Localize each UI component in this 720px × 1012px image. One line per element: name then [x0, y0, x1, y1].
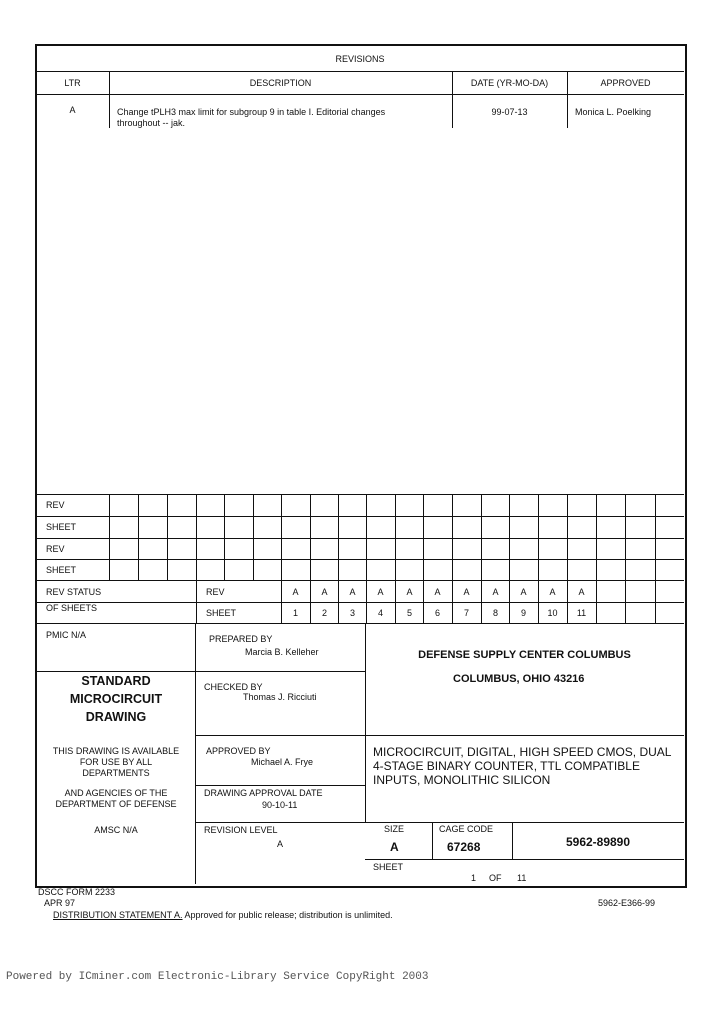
sheet-number-cell: 1	[292, 608, 298, 618]
grid-rule	[366, 494, 367, 580]
rule	[36, 623, 684, 624]
availability-line: FOR USE BY ALL	[79, 757, 153, 767]
grid-rule	[196, 602, 684, 603]
approval-date-label: DRAWING APPROVAL DATE	[204, 788, 323, 798]
rev-status-value: A	[520, 587, 527, 597]
revision-date: 99-07-13	[491, 107, 528, 117]
rev-label-3: REV	[206, 587, 225, 597]
cage-code: 67268	[447, 840, 481, 854]
cage-code-label: CAGE CODE	[439, 824, 494, 834]
sheet-number-cell: 5	[406, 608, 412, 618]
rule	[36, 71, 684, 72]
form-number: DSCC FORM 2233	[38, 887, 116, 897]
grid-rule	[253, 494, 254, 580]
drawing-title-line: DRAWING	[85, 710, 147, 724]
pmic: PMIC N/A	[46, 630, 87, 640]
sheet-number-cell: 3	[349, 608, 355, 618]
sheet-number-cell: 10	[547, 608, 558, 618]
sheet-label-3: SHEET	[206, 608, 237, 618]
drawing-number: 5962-89890	[565, 835, 631, 849]
drawing-title-line: MICROCIRCUIT	[69, 692, 163, 706]
grid-rule	[481, 494, 482, 580]
grid-rule	[655, 494, 656, 580]
sheet-number-cell: 11	[576, 608, 587, 618]
distribution-label: DISTRIBUTION STATEMENT A.	[53, 910, 183, 920]
drawing-title	[36, 672, 196, 726]
rev-status-value: A	[377, 587, 384, 597]
watermark: Powered by ICminer.com Electronic-Library Service CopyRight 2003	[6, 971, 429, 983]
grid-rule	[538, 494, 539, 580]
grid-rule	[36, 538, 684, 539]
size-label: SIZE	[384, 824, 405, 834]
rev-label-2: REV	[46, 544, 65, 554]
rev-status-value: A	[549, 587, 556, 597]
rule	[195, 735, 684, 736]
grid-rule	[567, 494, 568, 580]
approved-by-label: APPROVED BY	[206, 746, 271, 756]
grid-rule	[509, 494, 510, 580]
rev-status-value: A	[349, 587, 356, 597]
prepared-by-label: PREPARED BY	[209, 634, 273, 644]
revision-approved: Monica L. Poelking	[575, 107, 652, 117]
approved-by: Michael A. Frye	[251, 757, 314, 767]
distribution-text: Approved for public release; distribution is unlimited.	[182, 910, 393, 920]
description-header: DESCRIPTION	[249, 78, 312, 88]
rev-status-value: A	[406, 587, 413, 597]
agencies-line: DEPARTMENT OF DEFENSE	[55, 799, 177, 809]
description-line: MICROCIRCUIT, DIGITAL, HIGH SPEED CMOS, DUAL	[373, 745, 672, 759]
checked-by: Thomas J. Ricciuti	[243, 692, 317, 702]
grid-rule	[138, 494, 139, 580]
amsc: AMSC N/A	[94, 825, 138, 835]
approved-header: APPROVED	[600, 78, 651, 88]
rule	[195, 785, 366, 786]
rule	[195, 671, 366, 672]
rule	[36, 94, 684, 95]
rev-status-value: A	[292, 587, 299, 597]
grid-rule	[423, 494, 424, 580]
drawing-title-line: STANDARD	[81, 674, 151, 688]
rev-status-value: A	[434, 587, 441, 597]
sheet-number-cell: 7	[463, 608, 469, 618]
grid-rule	[596, 494, 597, 580]
grid-rule	[281, 494, 282, 580]
rev-status-value: A	[578, 587, 585, 597]
revision-description-line1: Change tPLH3 max limit for subgroup 9 in table I. Editorial changes	[117, 107, 386, 117]
ltr-header: LTR	[64, 78, 81, 88]
revision-description-line2: throughout -- jak.	[117, 118, 186, 128]
availability-line: DEPARTMENTS	[82, 768, 150, 778]
grid-rule	[167, 494, 168, 580]
grid-rule	[310, 494, 311, 580]
date-header: DATE (YR-MO-DA)	[470, 78, 549, 88]
grid-rule	[338, 494, 339, 580]
sheet-number: 1	[471, 873, 477, 883]
sheet-number-cell: 8	[492, 608, 498, 618]
of-sheets-label: OF SHEETS	[46, 603, 98, 613]
rev-status-value: A	[321, 587, 328, 597]
size-value: A	[390, 840, 399, 854]
availability-line: THIS DRAWING IS AVAILABLE	[52, 746, 180, 756]
rev-label-1: REV	[46, 500, 65, 510]
sheet-label: SHEET	[373, 862, 404, 872]
revisions-title: REVISIONS	[335, 54, 385, 64]
checked-by-label: CHECKED BY	[204, 682, 263, 692]
sheet-number-cell: 4	[377, 608, 383, 618]
doc-code: 5962-E366-99	[598, 898, 656, 908]
agency-address: COLUMBUS, OHIO 43216	[453, 673, 585, 685]
form-date: APR 97	[44, 898, 76, 908]
agency-name: DEFENSE SUPPLY CENTER COLUMBUS	[418, 649, 631, 661]
distribution-statement	[53, 910, 393, 921]
sheet-total: 11	[517, 873, 527, 883]
rev-status-label: REV STATUS	[46, 587, 102, 597]
prepared-by: Marcia B. Kelleher	[245, 647, 319, 657]
approval-date: 90-10-11	[262, 800, 298, 810]
description-line: 4-STAGE BINARY COUNTER, TTL COMPATIBLE	[373, 759, 640, 773]
grid-rule	[452, 494, 453, 580]
agencies-line: AND AGENCIES OF THE	[64, 788, 168, 798]
sheet-label-2: SHEET	[46, 565, 77, 575]
rev-status-value: A	[492, 587, 499, 597]
grid-rule	[395, 494, 396, 580]
grid-rule	[224, 494, 225, 580]
sheet-number-cell: 6	[434, 608, 440, 618]
revision-level: A	[277, 839, 284, 849]
description-line: INPUTS, MONOLITHIC SILICON	[373, 773, 551, 787]
rule	[365, 859, 684, 860]
rev-status-value: A	[463, 587, 470, 597]
revision-ltr: A	[69, 105, 76, 115]
grid-rule	[36, 494, 684, 495]
sheet-number-cell: 2	[321, 608, 327, 618]
rule	[195, 822, 684, 823]
grid-rule	[625, 494, 626, 580]
revision-level-label: REVISION LEVEL	[204, 825, 278, 835]
rule	[432, 822, 433, 859]
grid-rule	[36, 580, 684, 581]
grid-rule	[36, 516, 684, 517]
of-label: OF	[489, 873, 502, 883]
grid-rule	[109, 494, 110, 580]
grid-rule	[196, 494, 197, 580]
sheet-label-1: SHEET	[46, 522, 77, 532]
sheet-number-cell: 9	[520, 608, 526, 618]
grid-rule	[36, 559, 684, 560]
